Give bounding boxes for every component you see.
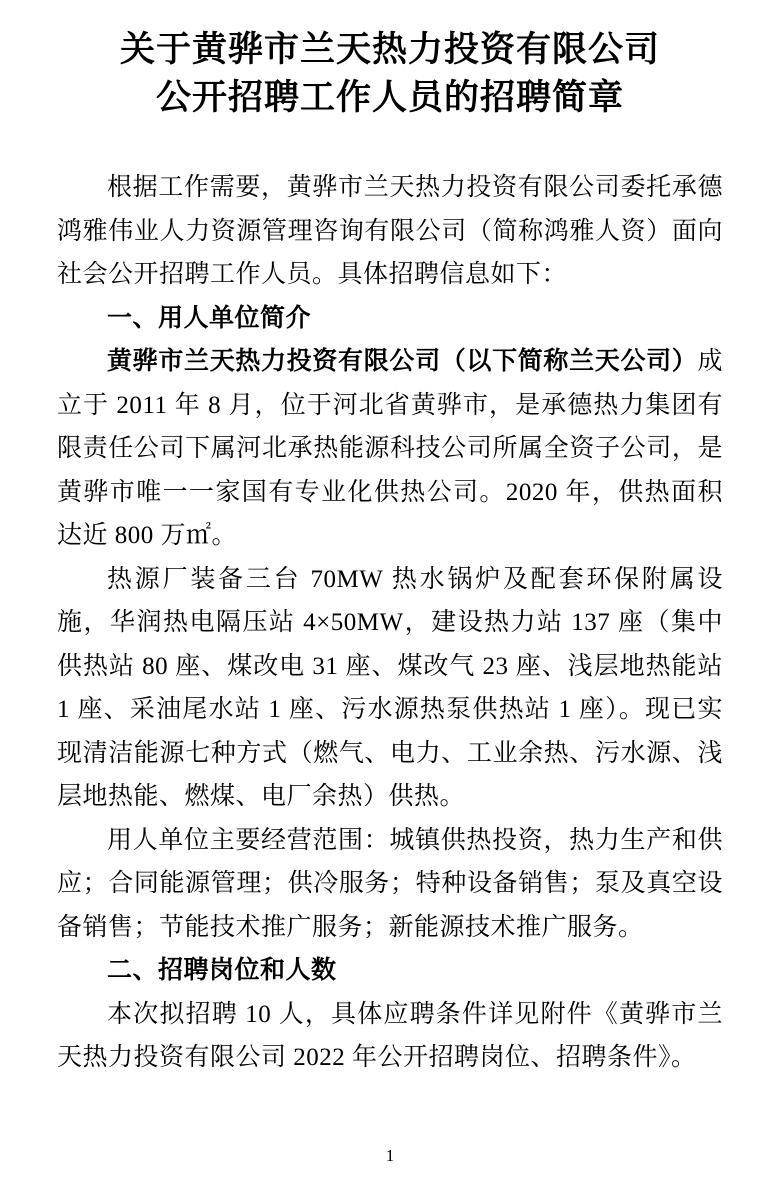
heat-source-paragraph: 热源厂装备三台 70MW 热水锅炉及配套环保附属设施，华润热电隔压站 4×50MW，建设热力站 137 座（集中供热站 80 座、煤改电 31 座、煤改气 23 座、浅层地热能站 1 座、采油尾水站 1 座、污水源热泵供热站 1 座）。现已实现清洁能源七种方式（燃气、电力、工业余热、污水源、浅层地热能、燃煤、电厂余热）供热。	[57, 565, 723, 810]
company-intro-paragraph	[57, 340, 723, 558]
intro-paragraph: 根据工作需要，黄骅市兰天热力投资有限公司委托承德鸿雅伟业人力资源管理咨询有限公司（简称鸿雅人资）面向社会公开招聘工作人员。具体招聘信息如下：	[57, 174, 723, 288]
recruit-count-paragraph: 本次拟招聘 10 人，具体应聘条件详见附件《黄骅市兰天热力投资有限公司 2022 年公开招聘岗位、招聘条件》。	[57, 1000, 723, 1071]
company-name-bold-lead: 黄骅市兰天热力投资有限公司（以下简称兰天公司）	[107, 348, 698, 375]
business-scope-paragraph: 用人单位主要经营范围：城镇供热投资，热力生产和供应；合同能源管理；供冷服务；特种设备销售；泵及真空设备销售；节能技术推广服务；新能源技术推广服务。	[57, 826, 723, 941]
page-number: 1	[385, 1146, 395, 1165]
title-line-2: 公开招聘工作人员的招聘简章	[155, 78, 624, 117]
section-1-heading: 一、用人单位简介	[107, 304, 312, 332]
page-footer	[0, 1146, 780, 1166]
document-title	[57, 26, 723, 122]
company-intro-rest: 成立于 2011 年 8 月，位于河北省黄骅市，是承德热力集团有限责任公司下属河北承热能源科技公司所属全资子公司，是黄骅市唯一一家国有专业化供热公司。2020 年，供热面积达近 800 万㎡。	[57, 348, 723, 549]
section-2-heading: 二、招聘岗位和人数	[107, 957, 337, 984]
title-line-1: 关于黄骅市兰天热力投资有限公司	[119, 30, 660, 69]
